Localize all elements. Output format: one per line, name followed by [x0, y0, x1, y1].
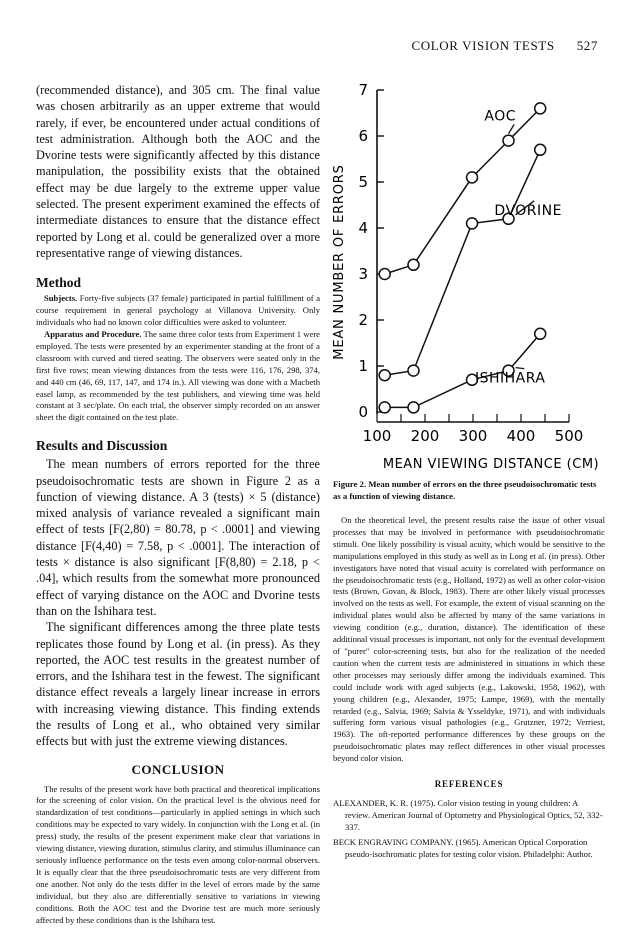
data-point-aoc — [379, 269, 390, 280]
y-tick-label: 4 — [358, 219, 368, 237]
data-point-dvorine — [408, 365, 419, 376]
data-point-dvorine — [379, 370, 390, 381]
results-paragraph-2: The significant differences among the three plate tests replicates those found by Long et al. (in press). As they reported, the AOC test results in the greatest number of errors, and the Ishihara test in the fewest. The significant distance effect reveals a largely linear increase in errors with increasing viewing distance. This finding extends the results of Long et al., who obtained very similar effects but with just the extreme viewing distances. — [36, 620, 320, 749]
y-axis-label: MEAN NUMBER OF ERRORS — [333, 164, 347, 360]
subjects-paragraph — [36, 293, 320, 329]
x-tick-label: 100 — [362, 427, 392, 445]
y-tick-label: 1 — [358, 357, 368, 375]
page-number: 527 — [576, 38, 598, 53]
series-pointer-ishihara — [516, 368, 525, 369]
running-title: COLOR VISION TESTS — [411, 38, 555, 53]
running-header — [411, 38, 598, 54]
data-point-ishihara — [379, 402, 390, 413]
chart-axes — [358, 82, 583, 445]
apparatus-text: The same three color tests from Experiment 1 were employed. The tests were presented by an experimenter standing at the front of a classroom with curved and tiered seating. The observers were seated only in the first five rows; mean viewing distances from the tests were 116, 176, 298, 374, and 440 cm (46, 69, 117, 147, and 174 in.). All viewing was done with a Macbeth easel lamp, as recommended by the test publishers, and viewing time was held constant at 3 sec/plate. On each trial, the observer simply recorded on an answer sheet the digit contained on the test plate. — [36, 328, 320, 423]
caption-label: Figure 2. — [333, 479, 367, 489]
chart-series — [379, 103, 562, 413]
line-chart — [333, 82, 605, 472]
x-tick-label: 300 — [458, 427, 488, 445]
left-column — [36, 82, 320, 926]
reference-item: ALEXANDER, K. R. (1975). Color vision testing in young children: A review. American Journal of Optometry and Physiological Optics, 52, 332-337. — [333, 798, 603, 833]
series-pointer-aoc — [509, 124, 515, 133]
data-point-aoc — [467, 172, 478, 183]
y-tick-label: 7 — [358, 82, 368, 99]
results-heading: Results and Discussion — [36, 438, 168, 454]
series-label-aoc: AOC — [484, 108, 517, 125]
figure-2 — [333, 82, 605, 472]
apparatus-paragraph — [36, 329, 320, 424]
y-tick-label: 3 — [358, 265, 368, 283]
subjects-text: Forty-five subjects (37 female) participated in partial fulfillment of a course requirement in general psychology at Villanova University. Only individuals who had no known color difficulties were asked to volunteer. — [36, 293, 321, 328]
data-point-ishihara — [408, 402, 419, 413]
y-tick-label: 5 — [358, 173, 368, 191]
references-heading: REFERENCES — [434, 779, 504, 790]
apparatus-label: Apparatus and Procedure. — [44, 328, 142, 339]
conclusion-heading: CONCLUSION — [131, 761, 225, 777]
conclusion-paragraph: The results of the present work have both practical and theoretical implications for the screening of color vision. On the practical level is the obvious need for standardization of test conditions—particularly in applied settings in which such conditions may be expected to vary widely. In conjunction with the Long et al. (in press) study, the results of the present experiment make clear that variations in viewing distance, viewing duration, stimulus clarity, and stimulus illuminance can seriously influence performance on the tests even among color-normal observers. It is equally clear that the three pseudoisochromatic tests are very different from one another. Not only do the tests differ in the level of errors made by the same individual, but they also are differentially sensitive to variations in viewing conditions. Both the AOC test and the Dvorine test are much more seriously affected by these conditions than is the Ishihara test. — [36, 783, 320, 925]
method-heading: Method — [36, 275, 81, 291]
x-tick-label: 500 — [554, 427, 584, 445]
y-tick-label: 2 — [358, 311, 368, 329]
subjects-label: Subjects. — [44, 293, 78, 304]
y-tick-label: 6 — [358, 127, 368, 145]
data-point-ishihara — [535, 328, 546, 339]
x-axis-label: MEAN VIEWING DISTANCE (CM) — [382, 457, 600, 472]
data-point-dvorine — [467, 218, 478, 229]
theory-paragraph: On the theoretical level, the present results raise the issue of other visual processes that may be involved in performance with pseudoisochromatic stimuli. One likely possibility is visual acuity, which would be sensitive to the manipulations employed in this study as well as in Long et al. (in press). Other investigators have noted that visual acuity is correlated with performance on the pseudoisochromatic tests (e.g., Holland, 1972) as well as other color-vision tests (Brown, Govan, & Block, 1983). There are other likely visual processes involved on the tests as well. For example, the extent of visual scanning on the individual plates would also be affected by many of the same variations in viewing condition (e.g., duration, distance). The identification of these additional visual processes is important, not only for the eventual development of "purer" color-screening tests, but also for the realization of the needed caution when the current tests are administered in situations in which these other processes may seriously differ among the individuals examined. This could include work with aged subjects (e.g., Lakowski, 1958, 1962), with young children (e.g., Alexander, 1975; Lampe, 1969), with the mentally retarded (e.g., Salvia, 1969; Salvia & Ysseldyke, 1971), and with individuals suffering form various visual pathologies (e.g., Grutzner, 1972; Verriest, 1963). The oft-reported performance differences by these groups on the pseudoisochromatic plates may reflect differences in other visual processes beyond color vision. — [333, 515, 605, 764]
y-tick-label: 0 — [358, 403, 368, 421]
caption-text: Mean number of errors on the three pseudoisochromatic tests as a function of viewing distance. — [333, 479, 597, 501]
data-point-dvorine — [535, 144, 546, 155]
intro-paragraph: (recommended distance), and 305 cm. The final value was chosen arbitrarily as an upper extreme that would rarely, if ever, be encountered under actual conditions of test administration. Although both the AOC and the Dvorine tests were significantly affected by this distance manipulation, the possibility exists that the obtained effect may be due largely to the extreme upper value selected. The present experiment examined the effects of intermediate distances to ensure that the distance effect reported by Long et al. could be generalized over a more representative range of viewing distances. — [36, 83, 320, 260]
figure-caption — [333, 478, 605, 502]
results-paragraph-1: The mean numbers of errors reported for the three pseudoisochromatic tests are shown in Figure 2 as a function of viewing distance. A 3 (tests) × 5 (distance) mixed analysis of variance revealed a significant main effect of tests [F(2,80) = 80.78, p < .0001] and viewing distance [F(4,40) = 7.58, p < .0001]. The interaction of tests × distance is also significant [F(8,80) = 2.18, p < .04], which results from the somewhat more pronounced effect of varying distance on the AOC and Dvorine tests than on the Ishihara test. — [36, 457, 320, 618]
right-column-text — [333, 515, 605, 863]
x-tick-label: 400 — [506, 427, 536, 445]
data-point-aoc — [503, 135, 514, 146]
x-tick-label: 200 — [410, 427, 440, 445]
data-point-aoc — [535, 103, 546, 114]
reference-item: BECK ENGRAVING COMPANY. (1965). American Optical Corporation pseudo-isochromatic plates for testing color vision. Philadelphi: Author. — [333, 837, 593, 860]
series-label-dvorine: DVORINE — [494, 202, 562, 219]
series-label-ishihara: ISHIHARA — [474, 370, 546, 387]
data-point-aoc — [408, 259, 419, 270]
